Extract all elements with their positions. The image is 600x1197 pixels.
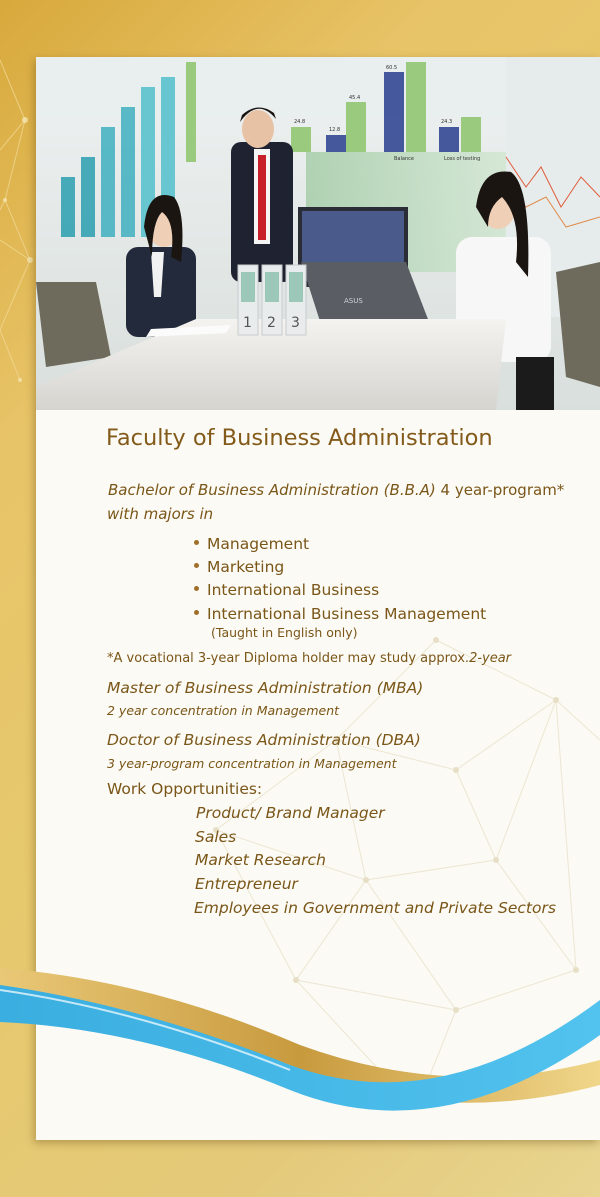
faculty-title: Faculty of Business Administration [106,425,493,451]
diploma-note-text: *A vocational 3-year Diploma holder may study approx. [107,651,470,666]
chart-label-balance: Balance [394,156,414,162]
work-item: Market Research [195,851,326,869]
dba-detail: 3 year-program concentration in Management [107,756,397,771]
mba-title: Master of Business Administration (MBA) [107,679,424,697]
desk-number-3: 3 [291,315,300,331]
classroom-photo [36,57,600,410]
chart-value-4: 60.5 [386,65,398,71]
decorative-swoosh [0,950,600,1140]
major-label: Management [207,535,310,553]
laptop-brand: ASUS [344,297,363,305]
dba-title: Doctor of Business Administration (DBA) [107,731,421,749]
chart-value-2: 12.8 [329,127,341,133]
major-item [194,605,486,623]
bullet-icon [194,540,199,545]
majors-intro: with majors in [107,505,214,523]
major-item [194,535,309,553]
desk-number-1: 1 [243,315,252,331]
bullet-icon [194,563,199,568]
chart-value-1: 24.8 [294,119,306,125]
major-item [194,581,379,599]
work-item: Sales [195,828,237,846]
major-label: Marketing [207,558,285,576]
english-only-note: (Taught in English only) [211,625,358,640]
work-item: Entrepreneur [195,875,298,893]
bba-duration: 4 year-program* [440,481,565,499]
chart-value-3: 45.4 [349,95,361,101]
major-item [194,558,284,576]
work-heading: Work Opportunities: [107,780,263,798]
major-label: International Business [207,581,380,599]
work-item: Employees in Government and Private Sectors [194,899,556,917]
chart-label-loss: Loss of testing [444,156,481,162]
diploma-duration: 2-year [469,651,512,666]
bba-line [108,481,564,499]
bullet-icon [194,586,199,591]
bullet-icon [194,610,199,615]
desk-number-2: 2 [267,315,276,331]
work-item: Product/ Brand Manager [196,804,385,822]
diploma-note [107,651,511,666]
major-label: International Business Management [207,605,487,623]
mba-detail: 2 year concentration in Management [107,703,340,718]
chart-value-5: 24.3 [441,119,453,125]
bba-name: Bachelor of Business Administration (B.B.A) [108,481,436,499]
